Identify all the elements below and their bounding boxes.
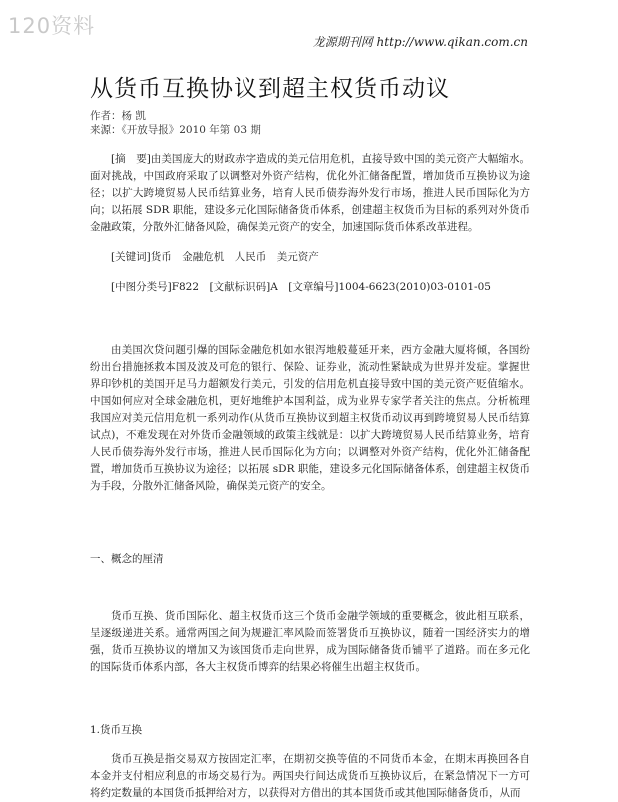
watermark: 120资料 [8, 14, 96, 38]
section-heading: 一、概念的厘清 [90, 553, 164, 565]
intro-paragraph: 由美国次贷问题引爆的国际金融危机如水银泻地般蔓延开来，西方金融大厦将倾，各国纷纷出台措施拯救本国及波及可危的银行、保险、证券业，流动性紧缺成为世界并发症。掌握世界印钞机的美国开足马力超额发行美元，引发的信用危机直接导致中国的美元资产贬值缩水。中国如何应对全球金融危机，更好地维护本国利益，成为业界专家学者关注的焦点。分析梳理我国应对美元信用危机一系列动作(从货币互换协议到超主权货币动议再到跨境贸易人民币结算试点)，不难发现在对外货币金融领域的政策主线就是：以扩大跨境贸易人民币结算业务，培育人民币债券海外发行市场，推进人民币国际化为方向；以调整对外资产结构，优化外汇储备配置，增加货币互换协议为途径；以拓展 sDR 职能，建设多元化国际储备体系，创建超主权货币为手段，分散外汇储备风险，确保美元资产的安全。 [90, 344, 530, 492]
article-source: 来源：《开放导报》2010 年第 03 期 [90, 124, 261, 136]
section-paragraph: 货币互换、货币国际化、超主权货币这三个货币金融学领域的重要概念，彼此相互联系，呈逐级递进关系。通常两国之间为规避汇率风险而签署货币互换协议，随着一国经济实力的增强，货币互换协议的增加又为该国货币走向世界，成为国际储备货币铺平了道路。而在多元化的国际货币体系内部，各大主权货币博弈的结果必将催生出超主权货币。 [90, 610, 530, 673]
subsection-paragraph: 货币互换是指交易双方按固定汇率，在期初交换等值的不同货币本金，在期末再换回各自本金并支付相应利息的市场交易行为。两国央行间达成货币互换协议后，在紧急情况下一方可将约定数量的本国货币抵押给对方，以获得对方借出的其本国货币或其他国际储备货币，从而 [90, 753, 530, 799]
classification-info: [中图分类号]F822 [文献标识码]A [文章编号]1004-6623(2010)03-0101-05 [111, 281, 491, 293]
document-page [90, 70, 530, 802]
subsection-heading: 1.货币互换 [90, 724, 143, 736]
abstract: [摘 要]由美国庞大的财政赤字造成的美元信用危机，直接导致中国的美元资产大幅缩水。面对挑战，中国政府采取了以调整对外资产结构，优化外汇储备配置，增加货币互换协议为途径；以扩大跨境贸易人民币结算业务，培育人民币债券海外发行市场，推进人民币国际化为方向；以拓展 SDR 职能，建设多元化国际储备货币体系，创建超主权货币为目标的系列对外货币金融政策，分散外汇储备风险，确保美元资产的安全，加速国际货币体系改革进程。 [90, 153, 530, 233]
article-author: 作者：杨 凯 [90, 110, 146, 122]
keywords: [关键词]货币 金融危机 人民币 美元资产 [111, 251, 319, 263]
article-title: 从货币互换协议到超主权货币动议 [90, 76, 450, 102]
site-header: 龙源期刊网 http://www.qikan.com.cn [312, 35, 528, 49]
